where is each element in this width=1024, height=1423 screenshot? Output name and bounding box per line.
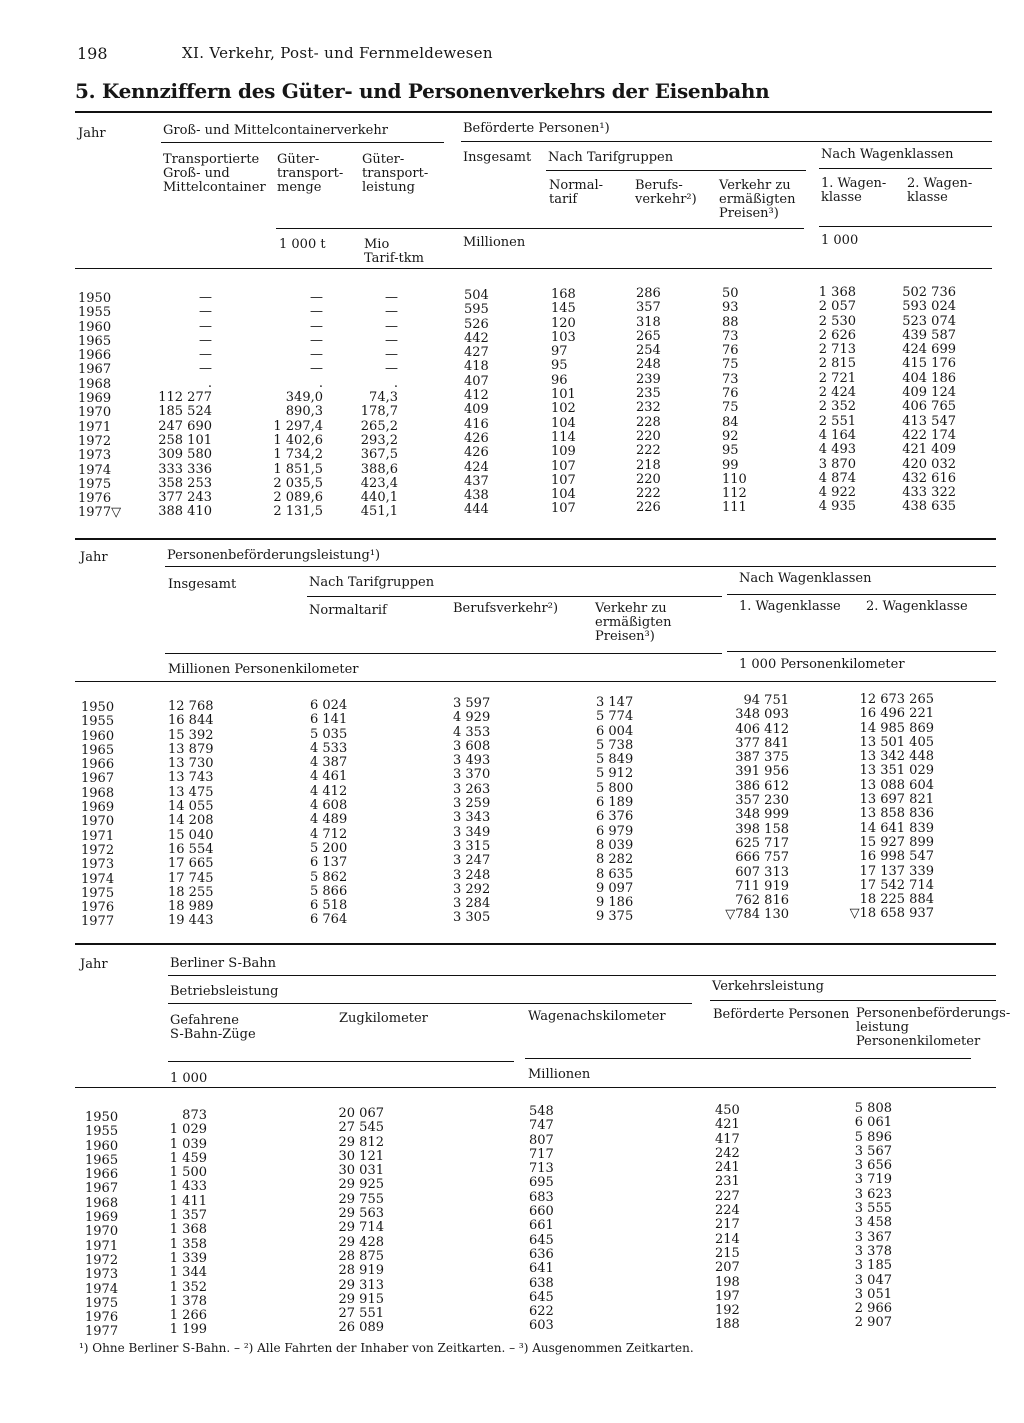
table2-top-rule <box>75 538 996 540</box>
table2-unit-1000-pkm: 1 000 Personenkilometer <box>739 657 905 672</box>
table3-jahr-header: Jahr <box>80 957 108 972</box>
page-title: 5. Kennziffern des Güter- und Personenverkehrs der Eisenbahn <box>75 79 770 103</box>
table1-container-group-header: Groß- und Mittelcontainerverkehr <box>163 123 388 138</box>
table1-header-berufsverkehr: Berufs- verkehr²) <box>635 178 697 207</box>
table2-insgesamt-column: 12 768 16 844 15 392 13 879 13 730 13 743 13 475 14 055 14 208 15 040 16 554 17 665 17 745 18 255 18 989 19 443 <box>168 699 214 929</box>
table3-header-verkehrsleistung: Verkehrsleistung <box>712 979 824 994</box>
table1-unit-1000t: 1 000 t <box>279 237 326 252</box>
table3-unit-rule-left <box>168 1061 514 1062</box>
table3-header-zugkilometer: Zugkilometer <box>339 1011 428 1026</box>
table1-normaltarif-column: 168 145 120 103 97 95 96 101 102 104 114 109 107 107 104 107 <box>551 287 576 517</box>
table1-wagenklasse1-column: 1 368 2 057 2 530 2 626 2 713 2 815 2 721 2 424 2 352 2 551 4 164 4 493 3 870 4 874 4 922 4 935 <box>818 285 856 515</box>
table2-header-wagenklassen: Nach Wagenklassen <box>739 571 872 586</box>
table2-header-wagenklasse-2: 2. Wagenklasse <box>866 599 968 614</box>
table1-ermaessigt-column: 50 93 88 73 76 75 73 76 75 84 92 95 99 110 112 111 <box>722 286 747 516</box>
table1-wagenklasse2-column: 502 736 593 024 523 074 439 587 424 699 415 176 404 186 409 124 406 765 413 547 422 174 421 409 420 032 432 616 433 322 438 635 <box>902 285 956 515</box>
table1-leistung-column: — — — — — — . 74,3 178,7 265,2 293,2 367,5 388,6 423,4 440,1 451,1 <box>360 290 398 520</box>
table1-berufsverkehr-column: 286 357 318 265 254 248 239 235 232 228 220 222 218 220 222 226 <box>636 286 661 516</box>
table1-container-column: — — — — — — . 112 277 185 524 247 690 258 101 309 580 333 336 358 253 377 243 388 410 <box>158 290 212 520</box>
table1-unit-rule-left <box>276 228 804 229</box>
table1-insgesamt-column: 504 595 526 442 427 418 407 412 409 416 426 426 424 437 438 444 <box>464 288 489 518</box>
table3-group-header: Berliner S-Bahn <box>170 956 277 971</box>
table1-header-normaltarif: Normal- tarif <box>549 178 604 207</box>
table2-year-column: 1950 1955 1960 1965 1966 1967 1968 1969 1970 1971 1972 1973 1974 1975 1976 1977 <box>81 700 115 930</box>
table1-header-ermaessigt: Verkehr zu ermäßigten Preisen³) <box>719 178 796 221</box>
table1-header-guetermenge: Güter- transport- menge <box>277 152 344 195</box>
table1-personen-group-header: Beförderte Personen¹) <box>463 121 610 136</box>
table3-unit-millionen: Millionen <box>528 1067 591 1082</box>
table2-unit-rule-left <box>165 653 722 654</box>
table2-header-normaltarif: Normaltarif <box>309 603 387 618</box>
table3-wagenachskilometer-column: 548 747 807 717 713 695 683 660 661 645 636 641 638 645 622 603 <box>529 1104 554 1334</box>
table2-header-berufsverkehr: Berufsverkehr²) <box>453 601 559 616</box>
table2-berufsverkehr-column: 3 597 4 929 4 353 3 608 3 493 3 370 3 263 3 259 3 343 3 349 3 315 3 247 3 248 3 292 3 284 3 305 <box>453 696 491 926</box>
table2-ermaessigt-column: 3 147 5 774 6 004 5 738 5 849 5 912 5 800 6 189 6 376 6 979 8 039 8 282 8 635 9 097 9 186 9 375 <box>596 695 634 925</box>
table1-header-wagenklassen: Nach Wagenklassen <box>821 147 954 162</box>
table3-header-wagenachskilometer: Wagenachskilometer <box>528 1009 666 1024</box>
table1-header-gueterleistung: Güter- transport- leistung <box>362 152 429 195</box>
page-number: 198 <box>77 44 108 63</box>
table3-group-rule <box>168 975 996 976</box>
table1-header-tarifgruppen: Nach Tarifgruppen <box>548 150 674 165</box>
table2-jahr-header: Jahr <box>80 550 108 565</box>
table1-header-transportierte: Transportierte Groß- und Mittelcontainer <box>163 152 266 195</box>
table3-header-personenbefoerderung: Personenbeförderungs- leistung Personenkilometer <box>856 1006 1011 1049</box>
table1-header-bottom-rule <box>75 268 992 269</box>
table3-betrieb-rule <box>168 1003 692 1004</box>
table2-normaltarif-column: 6 024 6 141 5 035 4 533 4 387 4 461 4 412 4 608 4 489 4 712 5 200 6 137 5 862 5 866 6 518 6 764 <box>310 698 348 928</box>
table3-header-bottom-rule <box>75 1087 996 1088</box>
table2-unit-millionen-pkm: Millionen Personenkilometer <box>168 662 359 677</box>
table1-container-group-rule <box>161 142 444 143</box>
table2-wagenklasse1-column: 94 751 348 093 406 412 377 841 387 375 391 956 386 612 357 230 348 999 398 158 625 717 666 757 607 313 711 919 762 816 ▽784 130 <box>725 693 789 923</box>
table1-unit-millionen: Millionen <box>463 235 526 250</box>
table2-unit-rule-right <box>727 651 996 652</box>
table2-header-ermaessigt: Verkehr zu ermäßigten Preisen³) <box>595 601 672 644</box>
table2-header-tarifgruppen: Nach Tarifgruppen <box>309 575 435 590</box>
table3-header-betriebsleistung: Betriebsleistung <box>170 984 279 999</box>
table1-jahr-header: Jahr <box>78 126 106 141</box>
table3-header-zuege: Gefahrene S-Bahn-Züge <box>170 1013 256 1042</box>
table2-header-insgesamt: Insgesamt <box>168 577 237 592</box>
table1-wagen-rule <box>819 168 992 169</box>
table2-wagen-rule <box>727 594 996 595</box>
table2-header-bottom-rule <box>75 681 996 682</box>
footnote: ¹) Ohne Berliner S-Bahn. – ²) Alle Fahrten der Inhaber von Zeitkarten. – ³) Ausgenommen Zeitkarten. <box>79 1341 694 1355</box>
table2-header-wagenklasse-1: 1. Wagenklasse <box>739 599 841 614</box>
table1-header-insgesamt: Insgesamt <box>463 150 532 165</box>
table2-wagenklasse2-column: 12 673 265 16 496 221 14 985 869 13 501 405 13 342 448 13 351 029 13 088 604 13 697 821 13 858 836 14 641 839 15 927 899 16 998 547 17 137 339 17 542 714 18 225 884 ▽18 658 937 <box>849 692 934 922</box>
table1-header-wagenklasse-1: 1. Wagen- klasse <box>821 176 887 205</box>
table3-year-column: 1950 1955 1960 1965 1966 1967 1968 1969 1970 1971 1972 1973 1974 1975 1976 1977 <box>85 1110 119 1340</box>
table3-unit-1000: 1 000 <box>170 1071 208 1086</box>
table1-tarif-rule <box>546 170 806 171</box>
table1-unit-mio-tarif-tkm: Mio Tarif-tkm <box>364 237 424 266</box>
table3-zugkilometer-column: 20 067 27 545 29 812 30 121 30 031 29 925 29 755 29 563 29 714 29 428 28 875 28 919 29 313 29 915 27 551 26 089 <box>338 1106 384 1336</box>
table1-header-wagenklasse-2: 2. Wagen- klasse <box>907 176 973 205</box>
table3-header-befoerderte: Beförderte Personen <box>713 1007 850 1022</box>
table3-verkehr-rule <box>710 1000 996 1001</box>
table1-personen-group-rule <box>461 141 992 142</box>
table1-top-rule <box>75 111 992 113</box>
table1-menge-column: — — — — — — . 349,0 890,3 1 297,4 1 402,6 1 734,2 1 851,5 2 035,5 2 089,6 2 131,5 <box>273 290 323 520</box>
table1-unit-1000: 1 000 <box>821 233 859 248</box>
table2-tarif-rule <box>307 596 722 597</box>
table3-befoerderte-column: 450 421 417 242 241 231 227 224 217 214 215 207 198 197 192 188 <box>715 1103 740 1333</box>
table1-year-column: 1950 1955 1960 1965 1966 1967 1968 1969 1970 1971 1972 1973 1974 1975 1976 1977▽ <box>78 291 122 521</box>
table2-group-rule <box>165 566 996 567</box>
table1-unit-rule-right <box>819 226 992 227</box>
table3-unit-rule-right <box>525 1058 971 1059</box>
chapter-heading: XI. Verkehr, Post- und Fernmeldewesen <box>182 44 493 62</box>
table3-personenkilometer-column: 5 808 6 061 5 896 3 567 3 656 3 719 3 623 3 555 3 458 3 367 3 378 3 185 3 047 3 051 2 966 2 907 <box>854 1101 892 1331</box>
table3-zuege-column: 873 1 029 1 039 1 459 1 500 1 433 1 411 1 357 1 368 1 358 1 339 1 344 1 352 1 378 1 266 1 199 <box>169 1108 207 1338</box>
table3-top-rule <box>75 943 996 945</box>
table2-group-header: Personenbeförderungsleistung¹) <box>167 548 381 563</box>
